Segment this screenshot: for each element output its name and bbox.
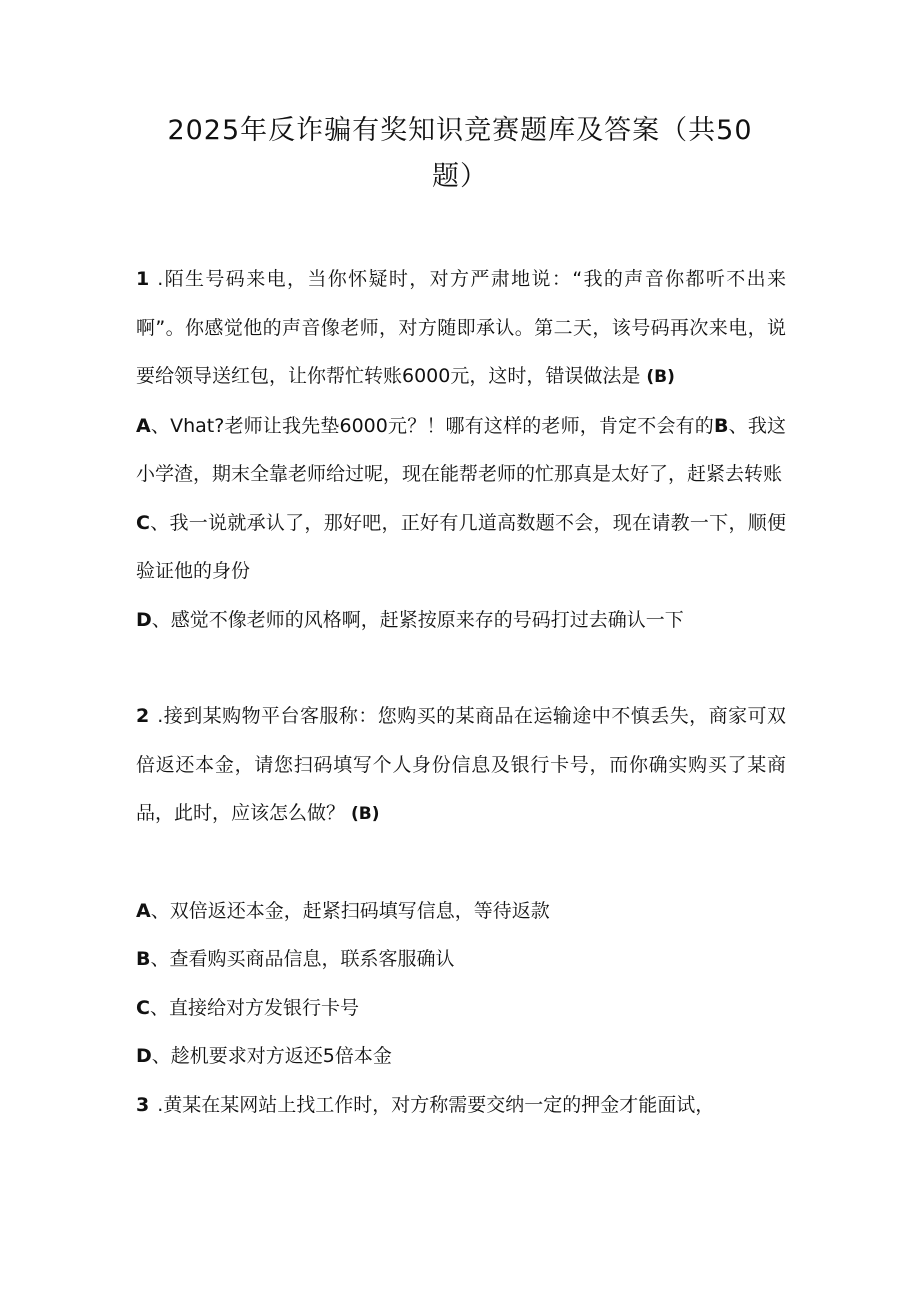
spacer <box>136 839 786 887</box>
question-2-option-c <box>136 984 786 1033</box>
option-key: C <box>136 996 150 1019</box>
question-answer: (B) <box>351 804 380 824</box>
option-text: 、双倍返还本金，赶紧扫码填写信息，等待返款 <box>150 899 550 922</box>
question-2 <box>136 692 786 839</box>
question-2-option-b <box>136 935 786 984</box>
title-line-1: 2025年反诈骗有奖知识竞赛题库及答案（共50 <box>167 115 753 146</box>
question-2-option-a <box>136 887 786 936</box>
option-key: A <box>136 899 151 922</box>
document-body <box>136 255 786 1129</box>
question-1-option-c <box>136 499 786 596</box>
question-number: 2 <box>136 705 150 727</box>
question-text: .接到某购物平台客服称：您购买的某商品在运输途中不慎丢失，商家可双倍返还本金，请您扫码填写个人身份信息及银行卡号，而你确实购买了某商品，此时，应该怎么做？ <box>136 705 786 824</box>
option-key: D <box>136 608 152 631</box>
option-key: A <box>136 414 151 437</box>
option-text: 、我这小学渣，期末全靠老师给过呢，现在能帮老师的忙那真是太好了，赶紧去转账 <box>136 414 786 485</box>
option-text: 、趁机要求对方返还5倍本金 <box>151 1045 392 1067</box>
question-text: .黄某在某网站上找工作时，对方称需要交纳一定的押金才能面试， <box>157 1093 715 1116</box>
option-text: 、查看购买商品信息，联系客服确认 <box>150 948 455 970</box>
spacer <box>136 644 786 692</box>
option-text: 、感觉不像老师的风格啊，赶紧按原来存的号码打过去确认一下 <box>151 608 684 631</box>
question-answer: (B) <box>646 367 675 387</box>
option-text: 、我一说就承认了，那好吧，正好有几道高数题不会，现在请教一下，顺便验证他的身份 <box>136 511 786 582</box>
document-title <box>130 108 790 200</box>
question-number: 3 <box>136 1093 150 1116</box>
question-1-options-ab <box>136 402 786 499</box>
question-2-option-d <box>136 1032 786 1081</box>
question-number: 1 <box>136 268 150 290</box>
option-key: B <box>713 414 729 437</box>
option-key: C <box>136 511 150 534</box>
option-text: 、直接给对方发银行卡号 <box>149 996 359 1019</box>
title-line-2: 题） <box>432 161 488 192</box>
option-key: B <box>136 948 151 970</box>
question-3 <box>136 1081 786 1130</box>
question-1 <box>136 255 786 402</box>
question-text: .陌生号码来电，当你怀疑时，对方严肃地说：“我的声音你都听不出来啊”。你感觉他的声音像老师，对方随即承认。第二天，该号码再次来电，说要给领导送红包，让你帮忙转账6000元，这时，错误做法是 <box>136 268 786 387</box>
option-text: 、Vhat?老师让我先垫6000元？！哪有这样的老师，肯定不会有的 <box>150 414 714 437</box>
question-1-option-d <box>136 596 786 645</box>
option-key: D <box>136 1045 152 1067</box>
